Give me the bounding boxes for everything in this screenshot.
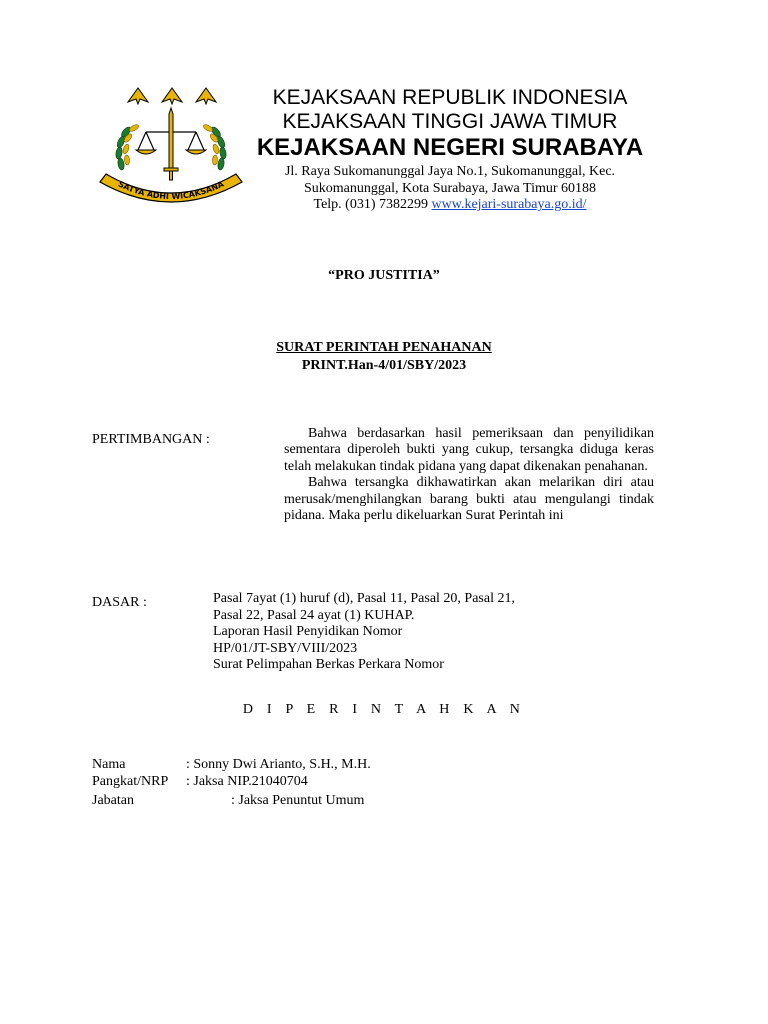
website-link[interactable]: www.kejari-surabaya.go.id/ xyxy=(431,197,587,212)
pangkat-label: Pangkat/NRP xyxy=(92,774,169,789)
pangkat-value: : Jaksa NIP.21040704 xyxy=(186,774,308,789)
pro-justitia-heading: “PRO JUSTITIA” xyxy=(328,268,440,283)
letterhead-line-3: KEJAKSAAN NEGERI SURABAYA xyxy=(256,134,644,161)
dasar-line: HP/01/JT-SBY/VIII/2023 xyxy=(213,640,358,656)
jabatan-value: : Jaksa Penuntut Umum xyxy=(231,793,365,808)
svg-text:SATYA ADHI WICAKSANA xyxy=(117,179,226,201)
jabatan-label: Jabatan xyxy=(92,793,134,808)
letterhead-line-1: KEJAKSAAN REPUBLIK INDONESIA xyxy=(272,86,628,109)
diperintahkan-heading: D I P E R I N T A H K A N xyxy=(242,702,526,717)
dasar-line: Laporan Hasil Penyidikan Nomor xyxy=(213,624,403,640)
pertimbangan-label: PERTIMBANGAN : xyxy=(92,432,210,447)
pertimbangan-paragraph-2: Bahwa tersangka dikhawatirkan akan melarikan diri atau merusak/menghilangkan barang bukti atau mengulangi tindak pidana. Maka perlu dikeluarkan Surat Perintah ini xyxy=(284,475,654,524)
logo-motto: SATYA ADHI WICAKSANA xyxy=(116,179,226,202)
dasar-label: DASAR : xyxy=(92,595,147,610)
dasar-line: Pasal 7ayat (1) huruf (d), Pasal 11, Pasal 20, Pasal 21, xyxy=(213,591,515,606)
address-line-1: Jl. Raya Sukomanunggal Jaya No.1, Sukomanunggal, Kec. xyxy=(284,164,616,179)
letterhead-line-2: KEJAKSAAN TINGGI JAWA TIMUR xyxy=(282,110,618,133)
pertimbangan-text xyxy=(284,426,654,556)
dasar-line: Pasal 22, Pasal 24 ayat (1) KUHAP. xyxy=(213,607,415,623)
dasar-line: Surat Pelimpahan Berkas Perkara Nomor xyxy=(213,657,444,673)
dasar-list xyxy=(213,591,515,674)
contact-line xyxy=(240,197,660,214)
nama-value: : Sonny Dwi Arianto, S.H., M.H. xyxy=(186,757,371,772)
address-line-2: Sukomanunggal, Kota Surabaya, Jawa Timur 60188 xyxy=(303,180,597,196)
phone-number: Telp. (031) 7382299 xyxy=(313,197,429,212)
document-title: SURAT PERINTAH PENAHANAN xyxy=(276,340,492,355)
kejaksaan-emblem-logo xyxy=(96,82,246,212)
nama-label: Nama xyxy=(92,757,126,772)
pertimbangan-paragraph-1: Bahwa berdasarkan hasil pemeriksaan dan penyilidikan sementara diperoleh bukti yang cukup, tersangka diduga keras telah melakukan tindak pidana yang dapat dikenakan penahanan. xyxy=(284,426,654,474)
document-number: PRINT.Han-4/01/SBY/2023 xyxy=(301,358,467,373)
